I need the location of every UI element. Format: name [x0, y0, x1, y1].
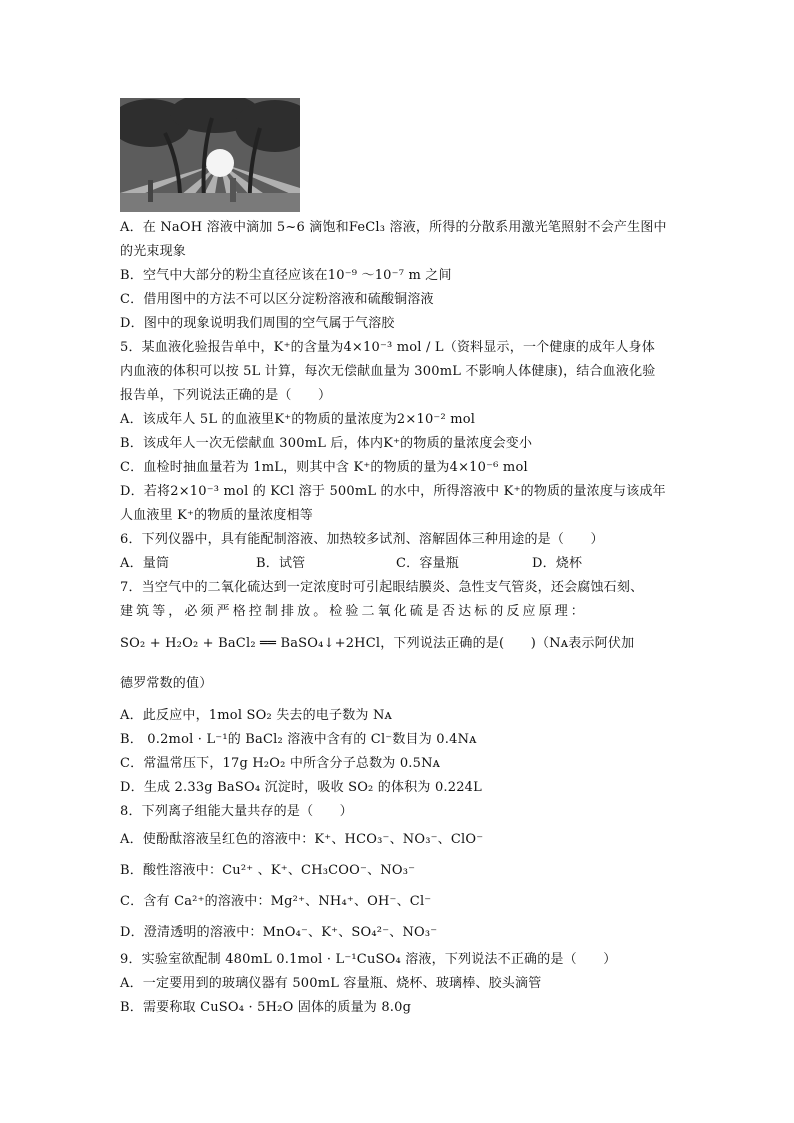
q7-stem-line3: SO₂ + H₂O₂ + BaCl₂ ══ BaSO₄↓+2HCl，下列说法正确的是( )（Nᴀ表示阿伏加	[120, 636, 635, 651]
q7-option-d: D．生成 2.33g BaSO₄ 沉淀时，吸收 SO₂ 的体积为 0.224L	[120, 780, 482, 795]
q7-stem-line2: 建筑等，必须严格控制排放。检验二氧化硫是否达标的反应原理：	[120, 604, 587, 619]
q4-option-c: C．借用图中的方法不可以区分淀粉溶液和硫酸铜溶液	[120, 292, 434, 307]
q5-option-b: B．该成年人一次无偿献血 300mL 后，体内K⁺的物质的量浓度会变小	[120, 436, 533, 451]
exam-page	[120, 98, 680, 1020]
q4-option-b: B．空气中大部分的粉尘直径应该在10⁻⁹ ～10⁻⁷ m 之间	[120, 268, 452, 283]
q9-option-b: B．需要称取 CuSO₄ · 5H₂O 固体的质量为 8.0g	[120, 1000, 412, 1015]
q9-stem: 9．实验室欲配制 480mL 0.1mol · L⁻¹CuSO₄ 溶液，下列说法不正确的是（ ）	[120, 952, 617, 967]
q7-option-b: B． 0.2mol · L⁻¹的 BaCl₂ 溶液中含有的 Cl⁻数目为 0.4Nᴀ	[120, 732, 477, 747]
q8-option-b: B．酸性溶液中：Cu²⁺ 、K⁺、CH₃COO⁻、NO₃⁻	[120, 863, 416, 878]
q4-option-d: D．图中的现象说明我们周围的空气属于气溶胶	[120, 316, 395, 331]
q6-option-b: B．试管	[256, 556, 306, 571]
q6-options	[120, 552, 680, 576]
q7-stem-line4: 德罗常数的值）	[120, 676, 213, 691]
q5-option-a: A．该成年人 5L 的血液里K⁺的物质的量浓度为2×10⁻² mol	[120, 412, 476, 427]
q9-option-a: A．一定要用到的玻璃仪器有 500mL 容量瓶、烧杯、玻璃棒、胶头滴管	[120, 976, 542, 991]
q8-option-a: A．使酚酞溶液呈红色的溶液中：K⁺、HCO₃⁻、NO₃⁻、ClO⁻	[120, 832, 484, 847]
q8-option-d: D．澄清透明的溶液中：MnO₄⁻、K⁺、SO₄²⁻、NO₃⁻	[120, 925, 438, 940]
q6-option-a: A．量筒	[120, 556, 170, 571]
q5-option-d-line1: D．若将2×10⁻³ mol 的 KCl 溶于 500mL 的水中，所得溶液中 K⁺的物质的量浓度与该成年	[120, 484, 666, 499]
q6-option-d: D．烧杯	[532, 556, 583, 571]
q7-option-a: A．此反应中，1mol SO₂ 失去的电子数为 Nᴀ	[120, 708, 393, 723]
q5-stem-line3: 报告单，下列说法正确的是（ ）	[120, 388, 332, 403]
q5-stem-line1: 5．某血液化验报告单中，K⁺的含量为4×10⁻³ mol / L（资料显示，一个健康的成年人身体	[120, 340, 655, 355]
q4-option-a-line2: 的光束现象	[120, 244, 187, 259]
q5-stem-line2: 内血液的体积可以按 5L 计算，每次无偿献血量为 300mL 不影响人体健康)，结合血液化验	[120, 364, 656, 379]
park-sunlight-photo	[120, 98, 300, 212]
q5-option-c: C．血检时抽血量若为 1mL，则其中含 K⁺的物质的量为4×10⁻⁶ mol	[120, 460, 528, 475]
q7-stem-line1: 7．当空气中的二氧化硫达到一定浓度时可引起眼结膜炎、急性支气管炎，还会腐蚀石刻、	[120, 580, 644, 595]
photo-drawing	[120, 98, 300, 212]
q7-option-c: C．常温常压下，17g H₂O₂ 中所含分子总数为 0.5Nᴀ	[120, 756, 441, 771]
q8-option-c: C．含有 Ca²⁺的溶液中：Mg²⁺、NH₄⁺、OH⁻、Cl⁻	[120, 894, 432, 909]
q4-option-a-line1: A．在 NaOH 溶液中滴加 5~6 滴饱和FeCl₃ 溶液，所得的分散系用激光笔照射不会产生图中	[120, 220, 667, 235]
q6-stem: 6．下列仪器中，具有能配制溶液、加热较多试剂、溶解固体三种用途的是（ ）	[120, 532, 604, 547]
q5-option-d-line2: 人血液里 K⁺的物质的量浓度相等	[120, 508, 313, 523]
q8-stem: 8．下列离子组能大量共存的是（ ）	[120, 804, 353, 819]
q6-option-c: C．容量瓶	[396, 556, 459, 571]
